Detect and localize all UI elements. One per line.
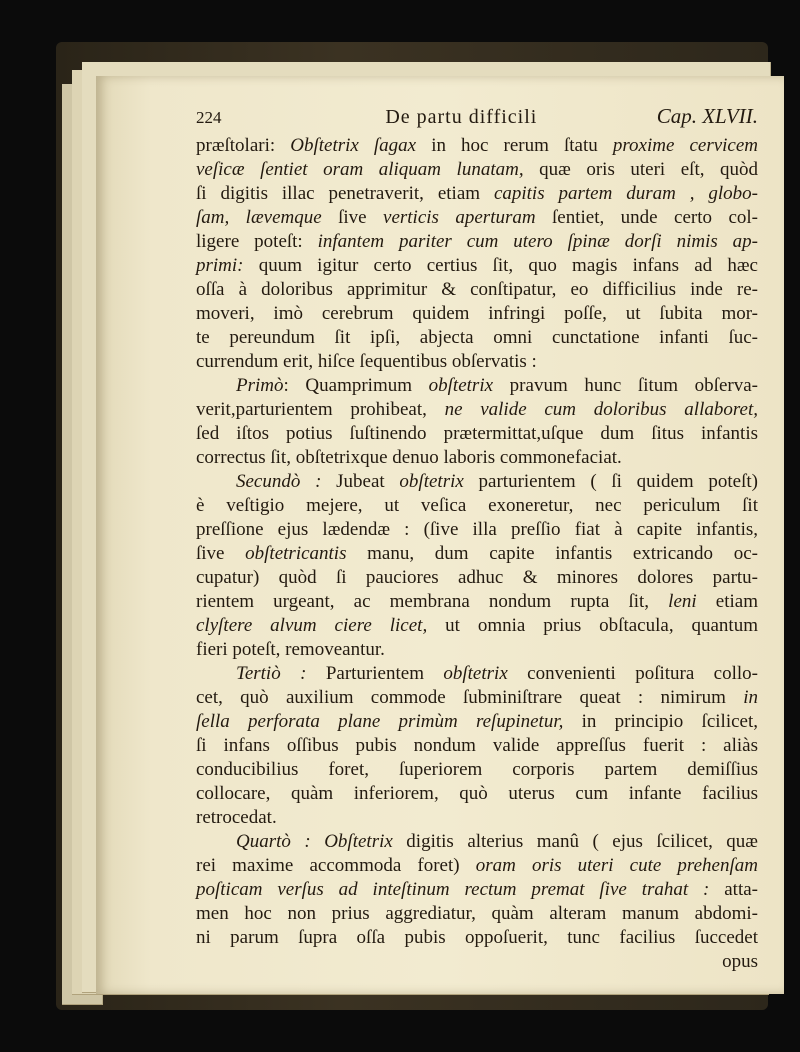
text-line: [196, 950, 758, 974]
text-run: correctus ſit, obſtetrixque denuo laboris commonefaciat.: [196, 447, 622, 468]
text-run: è veſtigio mejere, ut veſica exoneretur, nec periculum ſit: [196, 495, 758, 516]
text-run: collocare, quàm inferiorem, quò uterus cum infante facilius: [196, 783, 758, 804]
italic-text: Obſtetrix ſagax: [290, 135, 417, 156]
text-line: [196, 278, 758, 302]
italic-text: primi:: [196, 255, 244, 276]
text-line: [196, 902, 758, 926]
text-run: ligere poteſt:: [196, 231, 318, 252]
text-line: [196, 518, 758, 542]
text-run: ſed iſtos potius ſuſtinendo prætermittat,uſque dum ſitus infantis: [196, 423, 758, 444]
italic-text: verticis aperturam: [383, 207, 536, 228]
text-line: [196, 734, 758, 758]
italic-text: obſtetricantis: [245, 543, 347, 564]
italic-text: oram oris uteri cute prehenſam: [475, 855, 758, 876]
italic-text: Secundò :: [236, 471, 322, 492]
text-line: [196, 182, 758, 206]
text-run: ni parum ſupra oſſa pubis oppoſuerit, tunc facilius ſuccedet: [196, 927, 758, 948]
text-run: manu, dum capite infantis extricando oc-: [346, 543, 758, 564]
text-line: [196, 374, 758, 398]
text-line: [196, 926, 758, 950]
italic-text: leni: [668, 591, 697, 612]
text-run: cupatur) quòd ſi pauciores adhuc & minores dolores partu-: [196, 567, 758, 588]
text-run: Parturientem: [306, 663, 444, 684]
text-run: moveri, imò cerebrum quidem infringi poſſe, ut ſubita mor-: [196, 303, 758, 324]
text-line: [196, 662, 758, 686]
italic-text: in: [743, 687, 758, 708]
text-run: convenienti poſitura collo-: [507, 663, 758, 684]
italic-text: Quartò : Obſtetrix: [236, 831, 393, 852]
text-run: opus: [722, 951, 758, 972]
text-line: [196, 542, 758, 566]
text-run: te pereundum ſit ipſi, abjecta omni cunctatione infanti ſuc-: [196, 327, 758, 348]
text-run: fieri poteſt, removeantur.: [196, 639, 385, 660]
italic-text: veſicæ ſentiet oram aliquam lunatam,: [196, 159, 524, 180]
text-line: [196, 398, 758, 422]
page-number: 224: [196, 108, 222, 127]
text-line: [196, 134, 758, 158]
text-run: quum igitur certo certius ſit, quo magis infans ad hæc: [243, 255, 758, 276]
chapter-label: Cap. XLVII.: [656, 104, 758, 128]
text-line: [196, 686, 758, 710]
text-run: præſtolari:: [196, 135, 291, 156]
text-run: : Quamprimum: [283, 375, 429, 396]
text-run: Jubeat: [321, 471, 400, 492]
running-header: [196, 104, 758, 134]
italic-text: obſtetrix: [443, 663, 508, 684]
text-line: [196, 614, 758, 638]
text-line: [196, 758, 758, 782]
italic-text: ſam, lævemque: [196, 207, 322, 228]
text-run: quæ oris uteri eſt, quòd: [523, 159, 759, 180]
text-line: [196, 230, 758, 254]
text-run: ſive: [321, 207, 384, 228]
text-run: retrocedat.: [196, 807, 277, 828]
text-run: rientem urgeant, ac membrana nondum rupta ſit,: [196, 591, 669, 612]
text-line: [196, 638, 758, 662]
text-line: [196, 350, 758, 374]
text-line: [196, 782, 758, 806]
italic-text: ſella perforata plane primùm reſupinetur,: [196, 711, 564, 732]
text-run: rei maxime accommoda foret): [196, 855, 476, 876]
text-run: cet, quò auxilium commode ſubminiſtrare queat : nimirum: [196, 687, 744, 708]
italic-text: proxime cervicem: [612, 135, 759, 156]
text-run: preſſione ejus lædendæ : (ſive illa preſſio fiat à capite infantis,: [196, 519, 758, 540]
running-title: De partu difficili: [385, 106, 538, 128]
italic-text: ne valide cum doloribus allaboret,: [444, 399, 758, 420]
text-line: [196, 470, 758, 494]
page-text: [196, 104, 758, 974]
italic-text: clyſtere alvum ciere licet,: [196, 615, 428, 636]
text-run: oſſa à doloribus apprimitur & conſtipatur, eo difficilius inde re-: [196, 279, 758, 300]
italic-text: obſtetrix: [399, 471, 464, 492]
text-run: ſi digitis illac penetraverit, etiam: [196, 183, 494, 204]
text-run: etiam: [696, 591, 758, 612]
text-line: [196, 494, 758, 518]
text-line: [196, 302, 758, 326]
text-line: [196, 878, 758, 902]
text-run: in hoc rerum ſtatu: [416, 135, 613, 156]
text-run: ſi infans oſſibus pubis nondum valide appreſſus fuerit : aliàs: [196, 735, 758, 756]
text-line: [196, 710, 758, 734]
italic-text: poſticam verſus ad inteſtinum rectum premat ſive trahat :: [196, 879, 710, 900]
text-line: [196, 446, 758, 470]
text-run: pravum hunc ſitum obſerva-: [493, 375, 758, 396]
text-run: ſentiet, unde certo col-: [535, 207, 758, 228]
text-run: digitis alterius manû ( ejus ſcilicet, quæ: [392, 831, 758, 852]
body-text: [196, 134, 758, 974]
text-line: [196, 206, 758, 230]
text-run: verit,parturientem prohibeat,: [196, 399, 445, 420]
italic-text: infantem pariter cum utero ſpinæ dorſi nimis ap-: [317, 231, 758, 252]
text-line: [196, 830, 758, 854]
text-run: ſive: [196, 543, 246, 564]
text-run: ut omnia prius obſtacula, quantum: [427, 615, 758, 636]
italic-text: Primò: [236, 375, 284, 396]
italic-text: obſtetrix: [428, 375, 494, 396]
text-run: atta-: [709, 879, 758, 900]
text-line: [196, 854, 758, 878]
text-run: men hoc non prius aggrediatur, quàm alteram manum abdomi-: [196, 903, 758, 924]
text-run: currendum erit, hiſce ſequentibus obſervatis :: [196, 351, 537, 372]
text-run: in principio ſcilicet,: [563, 711, 758, 732]
italic-text: capitis partem duram , globo-: [493, 183, 758, 204]
text-line: [196, 422, 758, 446]
text-line: [196, 566, 758, 590]
text-line: [196, 326, 758, 350]
text-line: [196, 806, 758, 830]
text-run: conducibilius foret, ſuperiorem corporis partem demiſſius: [196, 759, 758, 780]
text-run: parturientem ( ſi quidem poteſt): [463, 471, 758, 492]
text-line: [196, 254, 758, 278]
italic-text: Tertiò :: [236, 663, 307, 684]
text-line: [196, 158, 758, 182]
text-line: [196, 590, 758, 614]
